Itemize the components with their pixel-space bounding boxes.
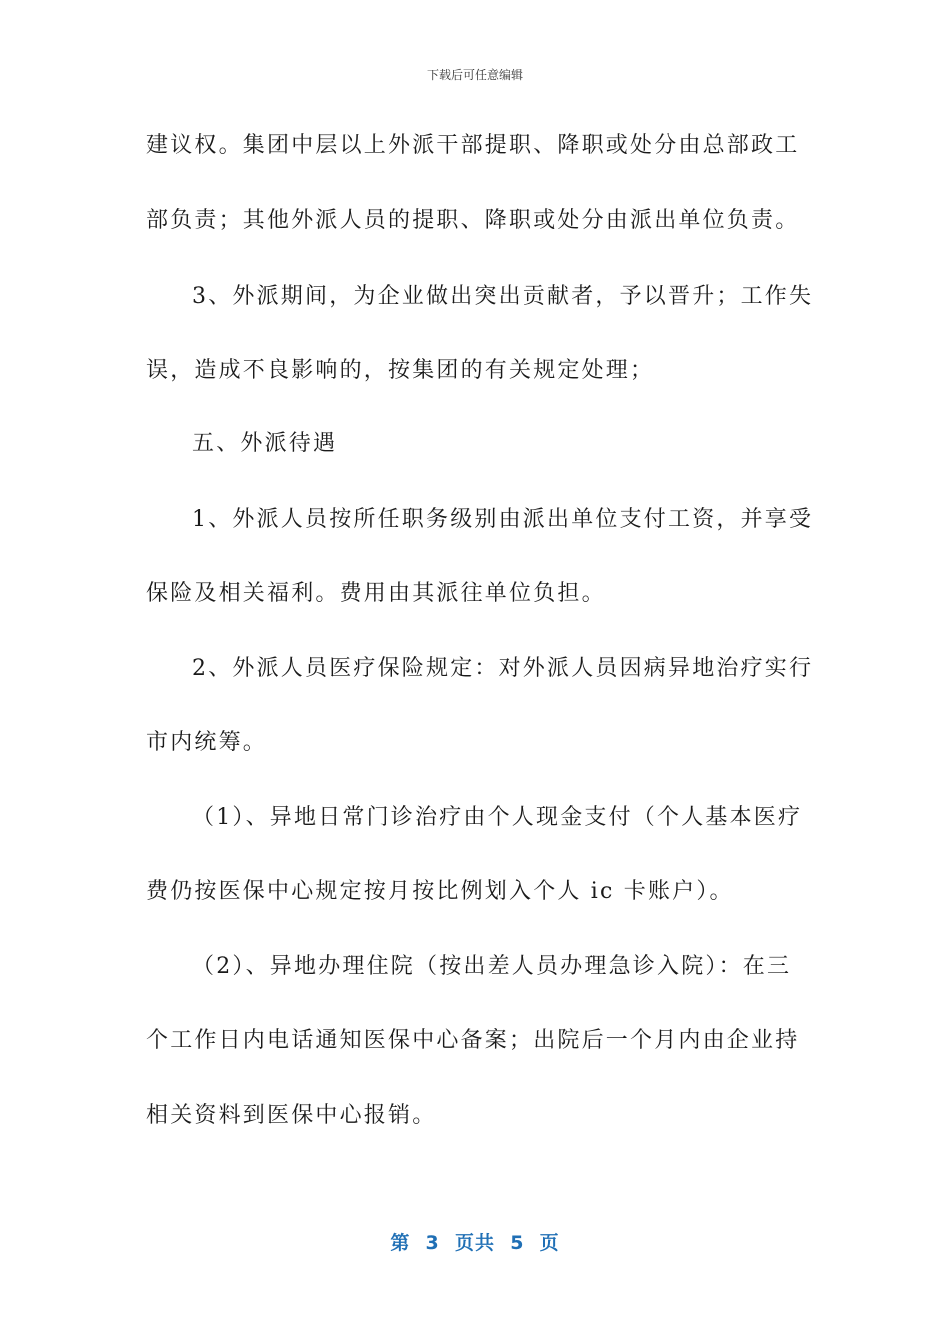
text-line: 建议权。集团中层以上外派干部提职、降职或处分由总部政工 (146, 133, 800, 158)
text-line: 相关资料到医保中心报销。 (146, 1103, 437, 1128)
text-line: 保险及相关福利。费用由其派往单位负担。 (146, 581, 606, 606)
text-line: 误，造成不良影响的，按集团的有关规定处理； (146, 358, 655, 383)
text-line: 3、外派期间，为企业做出突出贡献者，予以晋升；工作失 (192, 284, 814, 309)
text-line: 1、外派人员按所任职务级别由派出单位支付工资，并享受 (192, 507, 814, 532)
header-note: 下载后可任意编辑 (426, 68, 523, 82)
text-line: 费仍按医保中心规定按月按比例划入个人 ic 卡账户）。 (146, 879, 734, 904)
section-heading: 五、外派待遇 (192, 431, 338, 456)
text-line: 市内统筹。 (146, 730, 268, 755)
text-line: （1）、异地日常门诊治疗由个人现金支付（个人基本医疗 (192, 805, 803, 830)
text-line: 个工作日内电话通知医保中心备案；出院后一个月内由企业持 (146, 1028, 800, 1053)
text-line: （2）、异地办理住院（按出差人员办理急诊入院）：在三 (192, 954, 792, 979)
text-line: 部负责；其他外派人员的提职、降职或处分由派出单位负责。 (146, 208, 800, 233)
page-number: 第 3 页共 5 页 (390, 1232, 560, 1254)
text-line: 2、外派人员医疗保险规定：对外派人员因病异地治疗实行 (192, 656, 814, 681)
